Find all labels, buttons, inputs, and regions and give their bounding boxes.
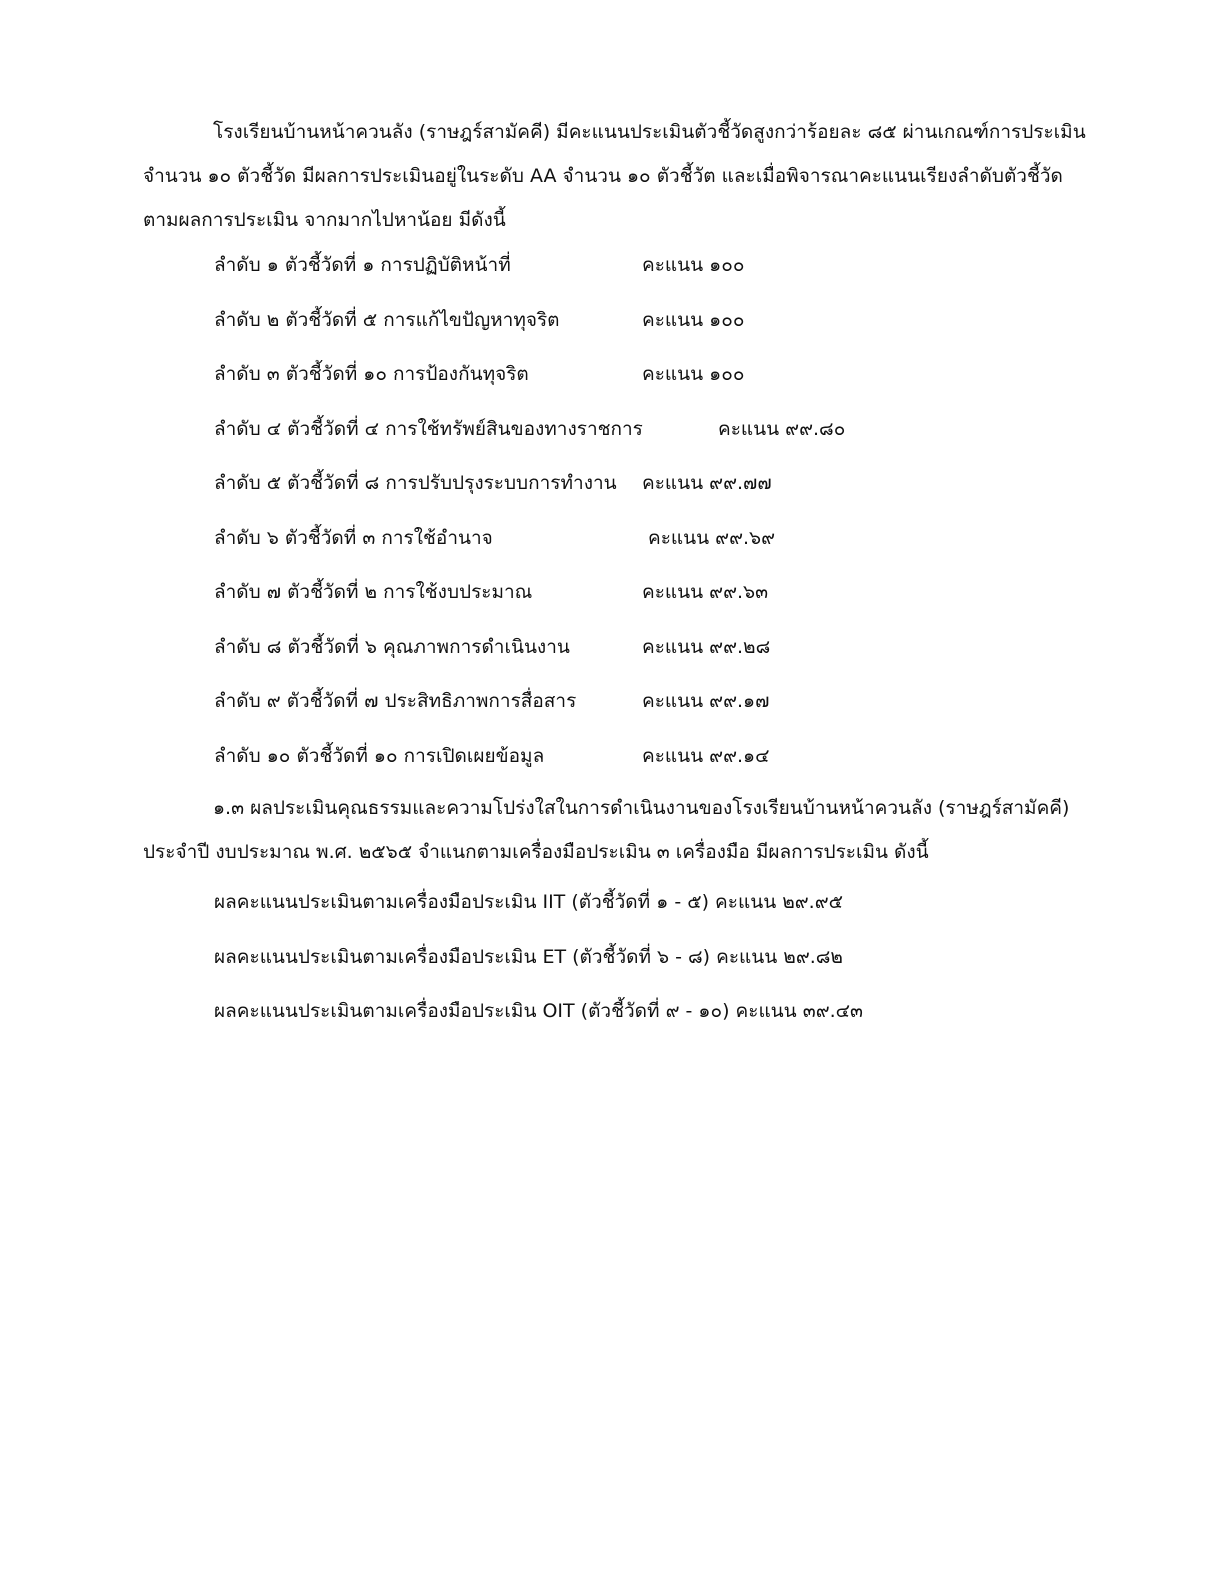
- intro-text: โรงเรียนบ้านหน้าควนลัง (ราษฎร์สามัคคี) มีคะแนนประเมินตัวชี้วัดสูงกว่าร้อยละ ๘๕ ผ่านเกณฑ์การประเมิน จำนวน ๑๐ ตัวชี้วัด มีผลการประเมินอยู่ในระดับ AA จำนวน ๑๐ ตัวชี้วัต และเมื่อพิจารณาคะแนนเรียงลำดับตัวชี้วัด ตามผลการประเมิน จากมากไปหาน้อย มีดังนี้: [143, 121, 1086, 231]
- ranking-label: ลำดับ ๕ ตัวชี้วัดที่ ๘ การปรับปรุงระบบการทำงาน: [214, 472, 617, 494]
- ranking-label: ลำดับ ๔ ตัวชี้วัดที่ ๔ การใช้ทรัพย์สินของทางราชการ: [214, 418, 643, 440]
- ranking-score: คะแนน ๑๐๐: [642, 363, 745, 385]
- tool-score-iit: ผลคะแนนประเมินตามเครื่องมือประเมิน IIT (ตัวชี้วัดที่ ๑ - ๕) คะแนน ๒๙.๙๕: [214, 891, 843, 913]
- ranking-score: คะแนน ๙๙.๘๐: [718, 418, 846, 440]
- ranking-score: คะแนน ๙๙.๗๗: [642, 472, 772, 494]
- ranking-score: คะแนน ๙๙.๒๘: [642, 636, 771, 658]
- ranking-score: คะแนน ๑๐๐: [642, 254, 745, 276]
- ranking-label: ลำดับ ๓ ตัวชี้วัดที่ ๑๐ การป้องกันทุจริต: [214, 363, 529, 385]
- ranking-label: ลำดับ ๖ ตัวชี้วัดที่ ๓ การใช้อำนาจ: [214, 527, 493, 549]
- ranking-label: ลำดับ ๗ ตัวชี้วัดที่ ๒ การใช้งบประมาณ: [214, 581, 533, 603]
- ranking-label: ลำดับ ๑๐ ตัวชี้วัดที่ ๑๐ การเปิดเผยข้อมูล: [214, 745, 545, 767]
- section-1-3-paragraph: [143, 786, 1103, 874]
- section-1-3-text: ๑.๓ ผลประเมินคุณธรรมและความโปร่งใสในการดำเนินงานของโรงเรียนบ้านหน้าควนลัง (ราษฎร์สามัคคี) ประจำปี งบประมาณ พ.ศ. ๒๕๖๕ จำแนกตามเครื่องมือประเมิน ๓ เครื่องมือ มีผลการประเมิน ดังนี้: [143, 797, 1070, 863]
- ranking-score: คะแนน ๙๙.๑๗: [642, 690, 770, 712]
- tool-score-oit: ผลคะแนนประเมินตามเครื่องมือประเมิน OIT (ตัวชี้วัดที่ ๙ - ๑๐) คะแนน ๓๙.๔๓: [214, 1000, 864, 1022]
- ranking-label: ลำดับ ๙ ตัวชี้วัดที่ ๗ ประสิทธิภาพการสื่อสาร: [214, 690, 577, 712]
- ranking-score: คะแนน ๙๙.๖๓: [642, 581, 769, 603]
- ranking-score: คะแนน ๙๙.๖๙: [648, 527, 776, 549]
- ranking-score: คะแนน ๑๐๐: [642, 309, 745, 331]
- tool-score-et: ผลคะแนนประเมินตามเครื่องมือประเมิน ET (ตัวชี้วัดที่ ๖ - ๘) คะแนน ๒๙.๘๒: [214, 946, 843, 968]
- ranking-label: ลำดับ ๑ ตัวชี้วัดที่ ๑ การปฏิบัติหน้าที่: [214, 254, 511, 276]
- ranking-label: ลำดับ ๘ ตัวชี้วัดที่ ๖ คุณภาพการดำเนินงาน: [214, 636, 570, 658]
- intro-paragraph: [143, 110, 1103, 242]
- ranking-score: คะแนน ๙๙.๑๔: [642, 745, 770, 767]
- ranking-label: ลำดับ ๒ ตัวชี้วัดที่ ๕ การแก้ไขปัญหาทุจริต: [214, 309, 560, 331]
